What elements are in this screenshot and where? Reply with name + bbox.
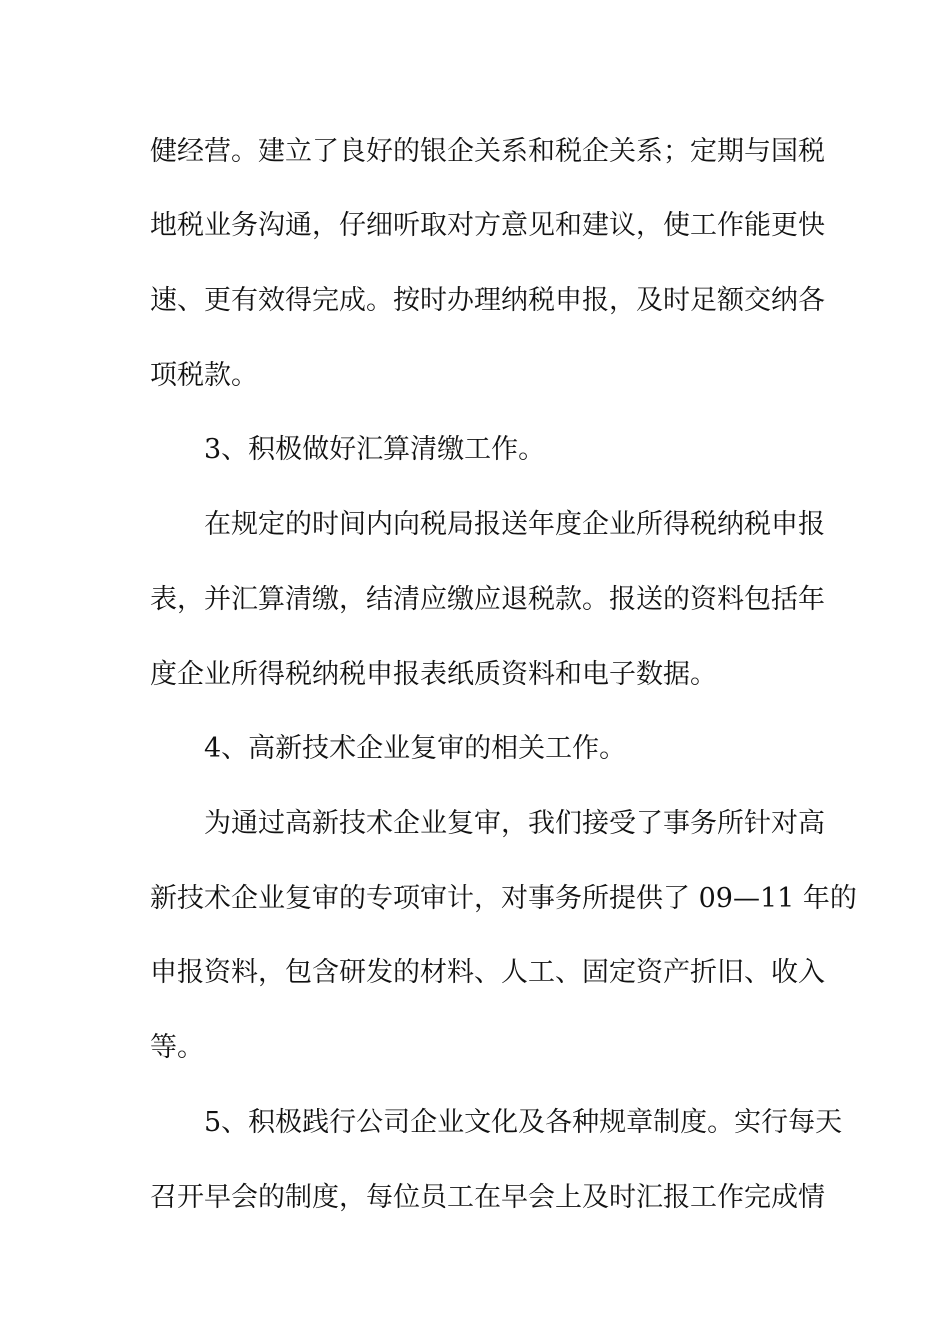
text-line-10: 为通过高新技术企业复审，我们接受了事务所针对高 <box>204 808 825 839</box>
text-line-6: 在规定的时间内向税局报送年度企业所得税纳税申报 <box>204 509 825 540</box>
text-line-15: 召开早会的制度，每位员工在早会上及时汇报工作完成情 <box>150 1182 825 1213</box>
text-line-4: 项税款。 <box>150 360 258 391</box>
text-line-7: 表，并汇算清缴，结清应缴应退税款。报送的资料包括年 <box>150 584 825 615</box>
heading-item-3: 3、积极做好汇算清缴工作。 <box>204 434 546 465</box>
text-line-2: 地税业务沟通，仔细听取对方意见和建议，使工作能更快 <box>150 210 825 241</box>
text-line-11: 新技术企业复审的专项审计，对事务所提供了 09—11 年的 <box>150 883 857 914</box>
text-line-1: 健经营。建立了良好的银企关系和税企关系；定期与国税 <box>150 136 825 167</box>
text-line-13: 等。 <box>150 1032 204 1063</box>
heading-item-4: 4、高新技术企业复审的相关工作。 <box>204 733 627 764</box>
text-line-3: 速、更有效得完成。按时办理纳税申报，及时足额交纳各 <box>150 285 825 316</box>
text-line-12: 申报资料，包含研发的材料、人工、固定资产折旧、收入 <box>150 957 825 988</box>
heading-item-5: 5、积极践行公司企业文化及各种规章制度。实行每天 <box>204 1107 843 1138</box>
text-line-8: 度企业所得税纳税申报表纸质资料和电子数据。 <box>150 659 717 690</box>
